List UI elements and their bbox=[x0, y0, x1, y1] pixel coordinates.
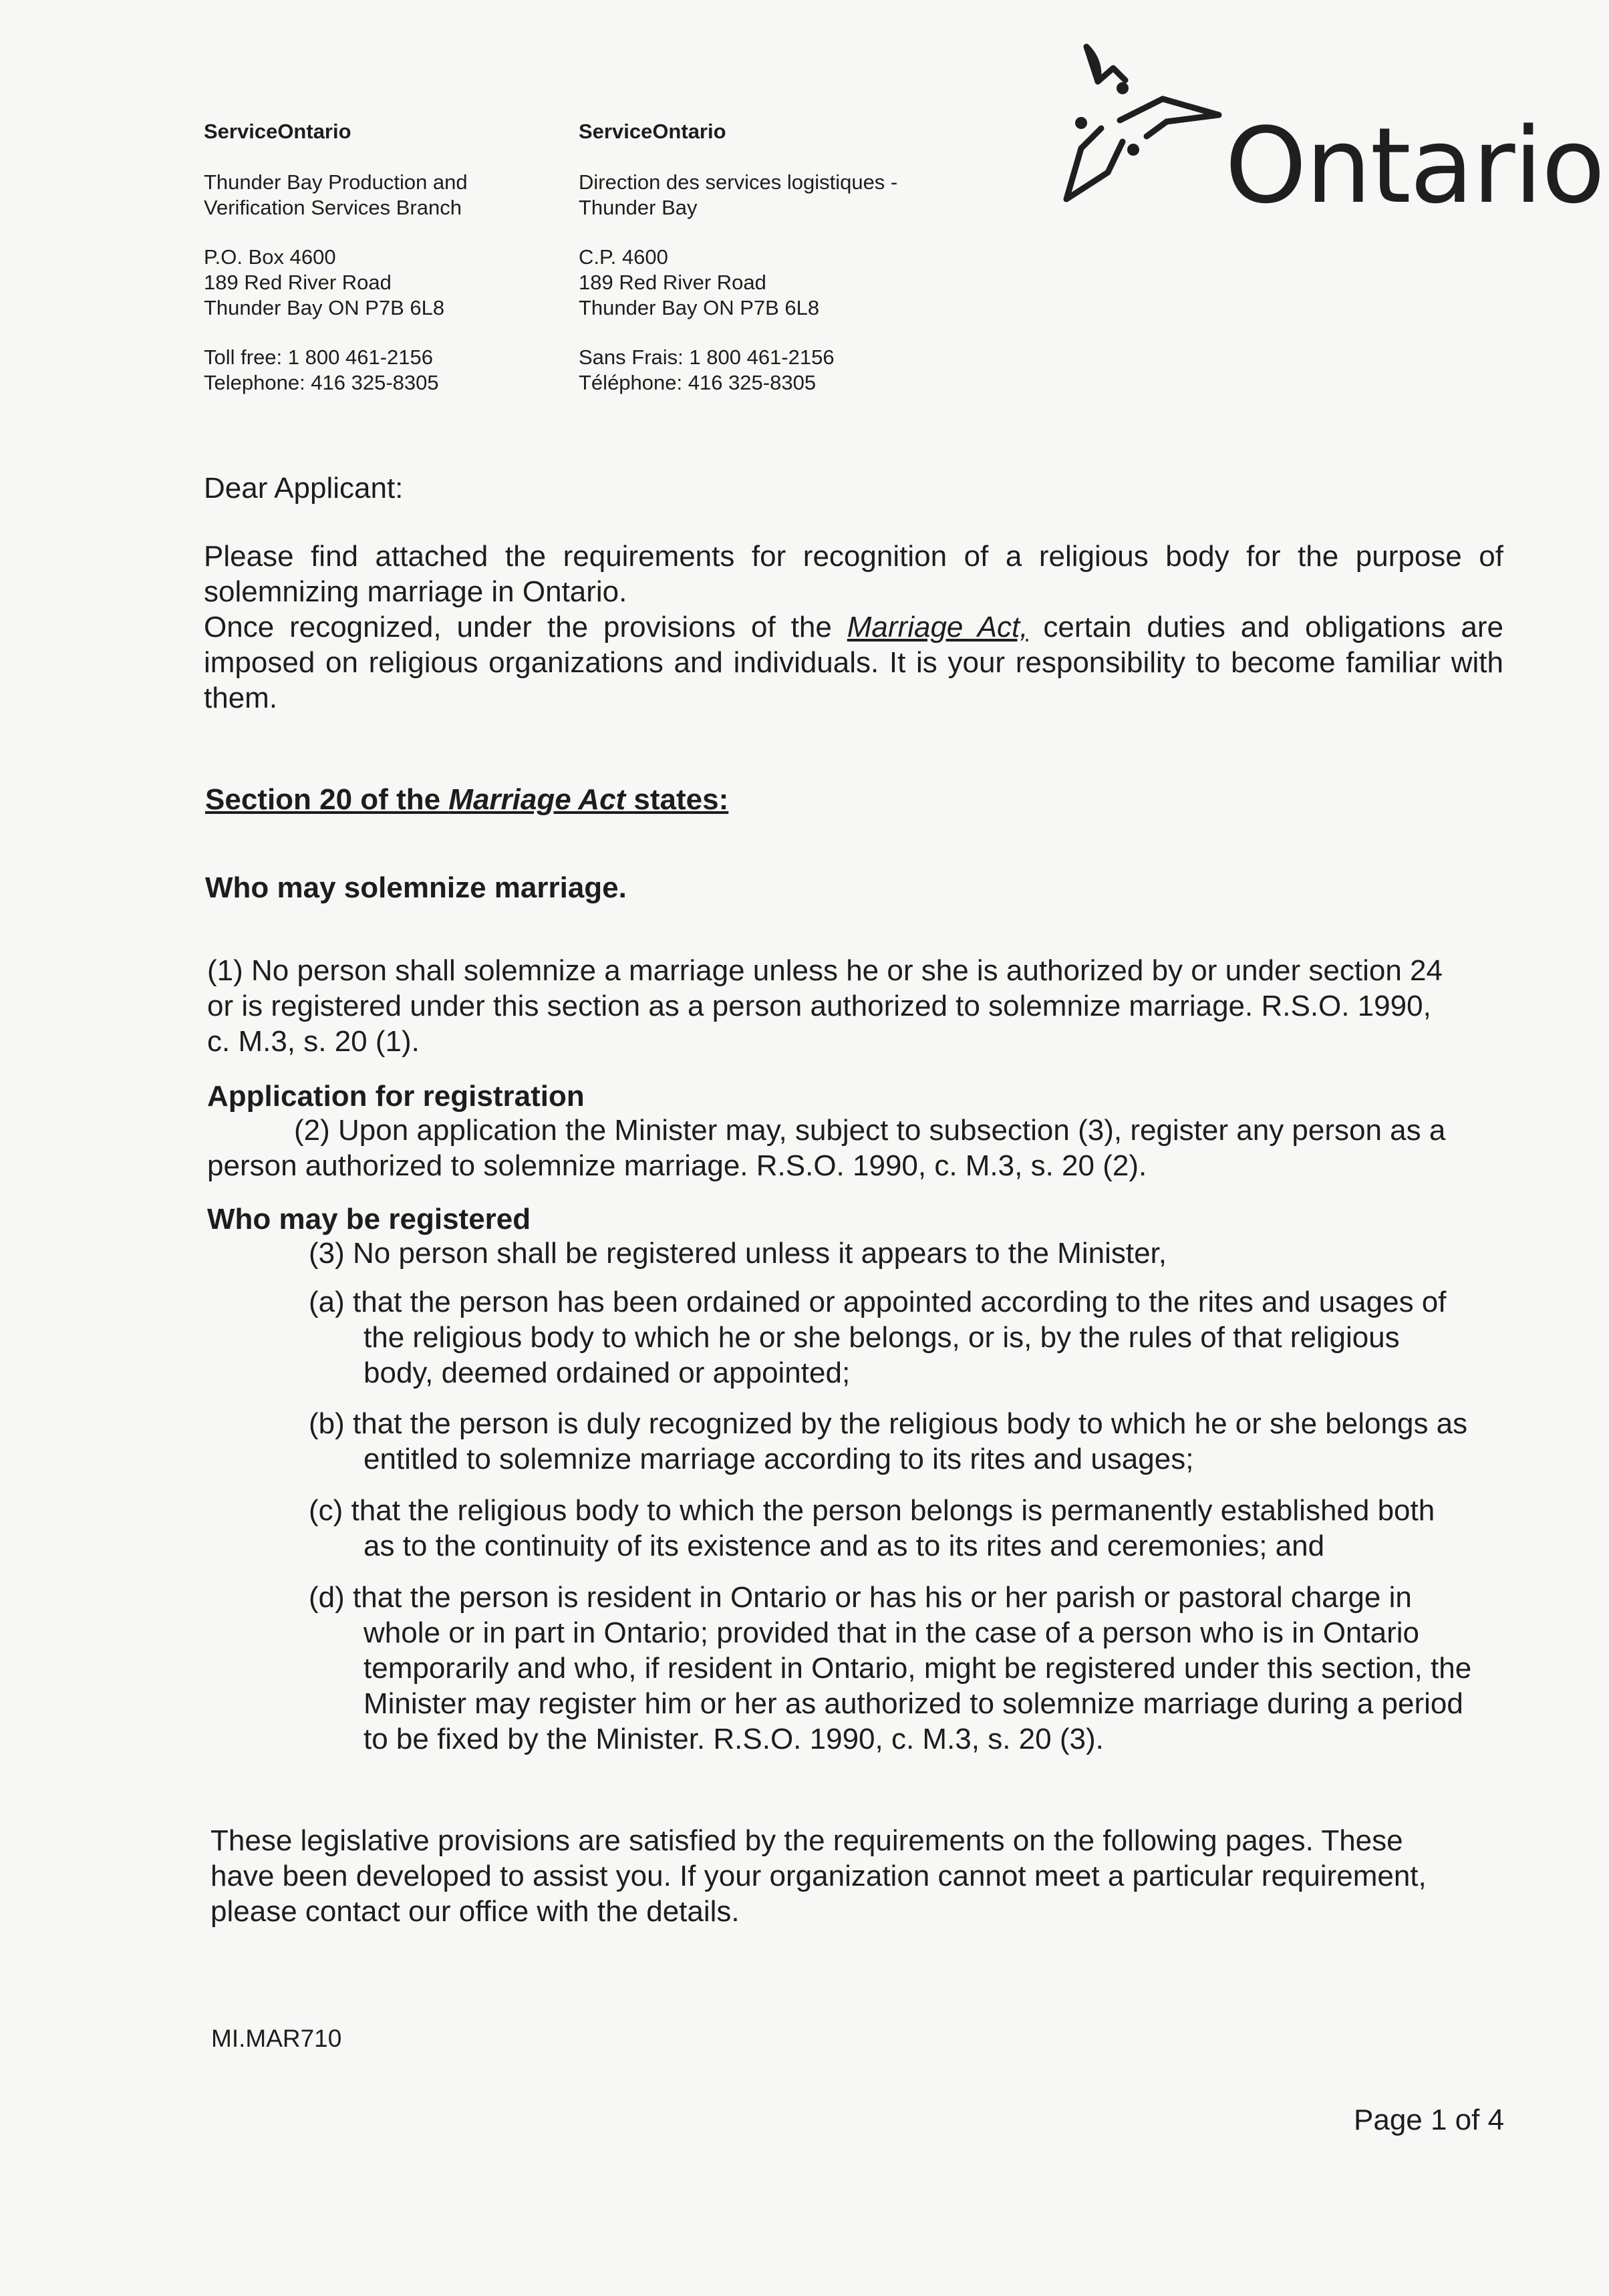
org-name-french: ServiceOntario bbox=[579, 120, 726, 143]
marriage-act-reference: Marriage Act, bbox=[847, 611, 1028, 643]
address-english bbox=[204, 245, 565, 321]
clause-b bbox=[309, 1406, 1511, 1477]
clause-line: Minister may register him or her as authorized to solemnize marriage during a period bbox=[363, 1687, 1463, 1720]
who-may-solemnize-heading: Who may solemnize marriage. bbox=[205, 871, 627, 904]
subsection-3: (3) No person shall be registered unless it appears to the Minister, bbox=[309, 1237, 1167, 1270]
clause-d bbox=[309, 1580, 1511, 1757]
clause-line: (b) that the person is duly recognized by the religious body to which he or she belongs as bbox=[309, 1407, 1468, 1440]
address-line: Thunder Bay ON P7B 6L8 bbox=[579, 296, 820, 319]
intro-paragraph-2 bbox=[204, 609, 1503, 716]
salutation: Dear Applicant: bbox=[204, 472, 404, 505]
clause-line: as to the continuity of its existence and as to its rites and ceremonies; and bbox=[363, 1530, 1325, 1562]
intro-text bbox=[204, 539, 1503, 716]
clause-line: (d) that the person is resident in Ontario or has his or her parish or pastoral charge in bbox=[309, 1581, 1412, 1614]
intro-text-segment: Once recognized, under the provisions of the bbox=[204, 611, 847, 643]
phones-english bbox=[204, 345, 565, 396]
address-line: 189 Red River Road bbox=[579, 271, 766, 294]
intro-paragraph-1: Please find attached the requirements for recognition of a religious body for the purpose of solemnizing marriage in Ontario. bbox=[204, 540, 1503, 608]
letterhead-french bbox=[579, 119, 953, 420]
clause-line: (c) that the religious body to which the person belongs is permanently established both bbox=[309, 1494, 1435, 1527]
ontario-logo bbox=[1061, 41, 1604, 227]
closing-line: have been developed to assist you. If your organization cannot meet a particular requirement, bbox=[210, 1860, 1427, 1892]
branch-line: Verification Services Branch bbox=[204, 196, 462, 219]
ontario-wordmark: Ontario bbox=[1225, 105, 1604, 227]
closing-paragraph bbox=[210, 1823, 1513, 1929]
application-heading: Application for registration bbox=[207, 1080, 585, 1113]
subsection-line: person authorized to solemnize marriage. R.S.O. 1990, c. M.3, s. 20 (2). bbox=[207, 1149, 1147, 1182]
section-heading bbox=[205, 782, 728, 817]
closing-line: please contact our office with the details. bbox=[210, 1895, 740, 1928]
address-french bbox=[579, 245, 953, 321]
clause-line: entitled to solemnize marriage according to its rites and usages; bbox=[363, 1443, 1194, 1475]
clause-line: to be fixed by the Minister. R.S.O. 1990, c. M.3, s. 20 (3). bbox=[363, 1723, 1104, 1755]
trillium-icon bbox=[1061, 41, 1235, 215]
clause-line: the religious body to which he or she belongs, or is, by the rules of that religious bbox=[363, 1321, 1400, 1354]
clause-line: (a) that the person has been ordained or appointed according to the rites and usages of bbox=[309, 1286, 1447, 1318]
branch-line: Thunder Bay bbox=[579, 196, 698, 219]
address-line: 189 Red River Road bbox=[204, 271, 392, 294]
branch-line: Direction des services logistiques - bbox=[579, 170, 898, 194]
branch-line: Thunder Bay Production and bbox=[204, 170, 468, 194]
page-number: Page 1 of 4 bbox=[1354, 2104, 1505, 2136]
subsection-line: c. M.3, s. 20 (1). bbox=[207, 1025, 420, 1058]
subsection-line: (2) Upon application the Minister may, subject to subsection (3), register any person as a bbox=[294, 1114, 1446, 1147]
subsection-line: or is registered under this section as a person authorized to solemnize marriage. R.S.O. 1990, bbox=[207, 990, 1431, 1022]
clause-line: body, deemed ordained or appointed; bbox=[363, 1356, 851, 1389]
address-line: C.P. 4600 bbox=[579, 245, 668, 269]
heading-act-title: Marriage Act bbox=[448, 783, 626, 816]
heading-segment: states: bbox=[625, 783, 729, 816]
phone-line: Telephone: 416 325-8305 bbox=[204, 371, 439, 394]
letterhead-english bbox=[204, 119, 565, 420]
intro-text-segment: certain duties and obligations are imposed on religious organizations and individuals. It is your responsibility to become familiar with them. bbox=[204, 611, 1503, 714]
registered-heading: Who may be registered bbox=[207, 1203, 531, 1236]
closing-line: These legislative provisions are satisfied by the requirements on the following pages. These bbox=[210, 1824, 1403, 1857]
clause-c bbox=[309, 1493, 1511, 1564]
address-line: P.O. Box 4600 bbox=[204, 245, 336, 269]
phone-line: Sans Frais: 1 800 461-2156 bbox=[579, 345, 835, 369]
form-code: MI.MAR710 bbox=[211, 2025, 342, 2052]
phone-line: Toll free: 1 800 461-2156 bbox=[204, 345, 433, 369]
subsection-2 bbox=[207, 1113, 1510, 1183]
subsection-line: (1) No person shall solemnize a marriage unless he or she is authorized by or under section 24 bbox=[207, 954, 1443, 987]
branch-english bbox=[204, 170, 565, 221]
subsection-1 bbox=[207, 953, 1510, 1059]
heading-segment: Section 20 of the bbox=[205, 783, 449, 816]
clause-line: temporarily and who, if resident in Ontario, might be registered under this section, the bbox=[363, 1652, 1472, 1685]
clause-a bbox=[309, 1284, 1511, 1391]
clause-line: whole or in part in Ontario; provided that in the case of a person who is in Ontario bbox=[363, 1616, 1419, 1649]
address-line: Thunder Bay ON P7B 6L8 bbox=[204, 296, 445, 319]
branch-french bbox=[579, 170, 953, 221]
phone-line: Téléphone: 416 325-8305 bbox=[579, 371, 817, 394]
org-name-english: ServiceOntario bbox=[204, 120, 351, 143]
phones-french bbox=[579, 345, 953, 396]
